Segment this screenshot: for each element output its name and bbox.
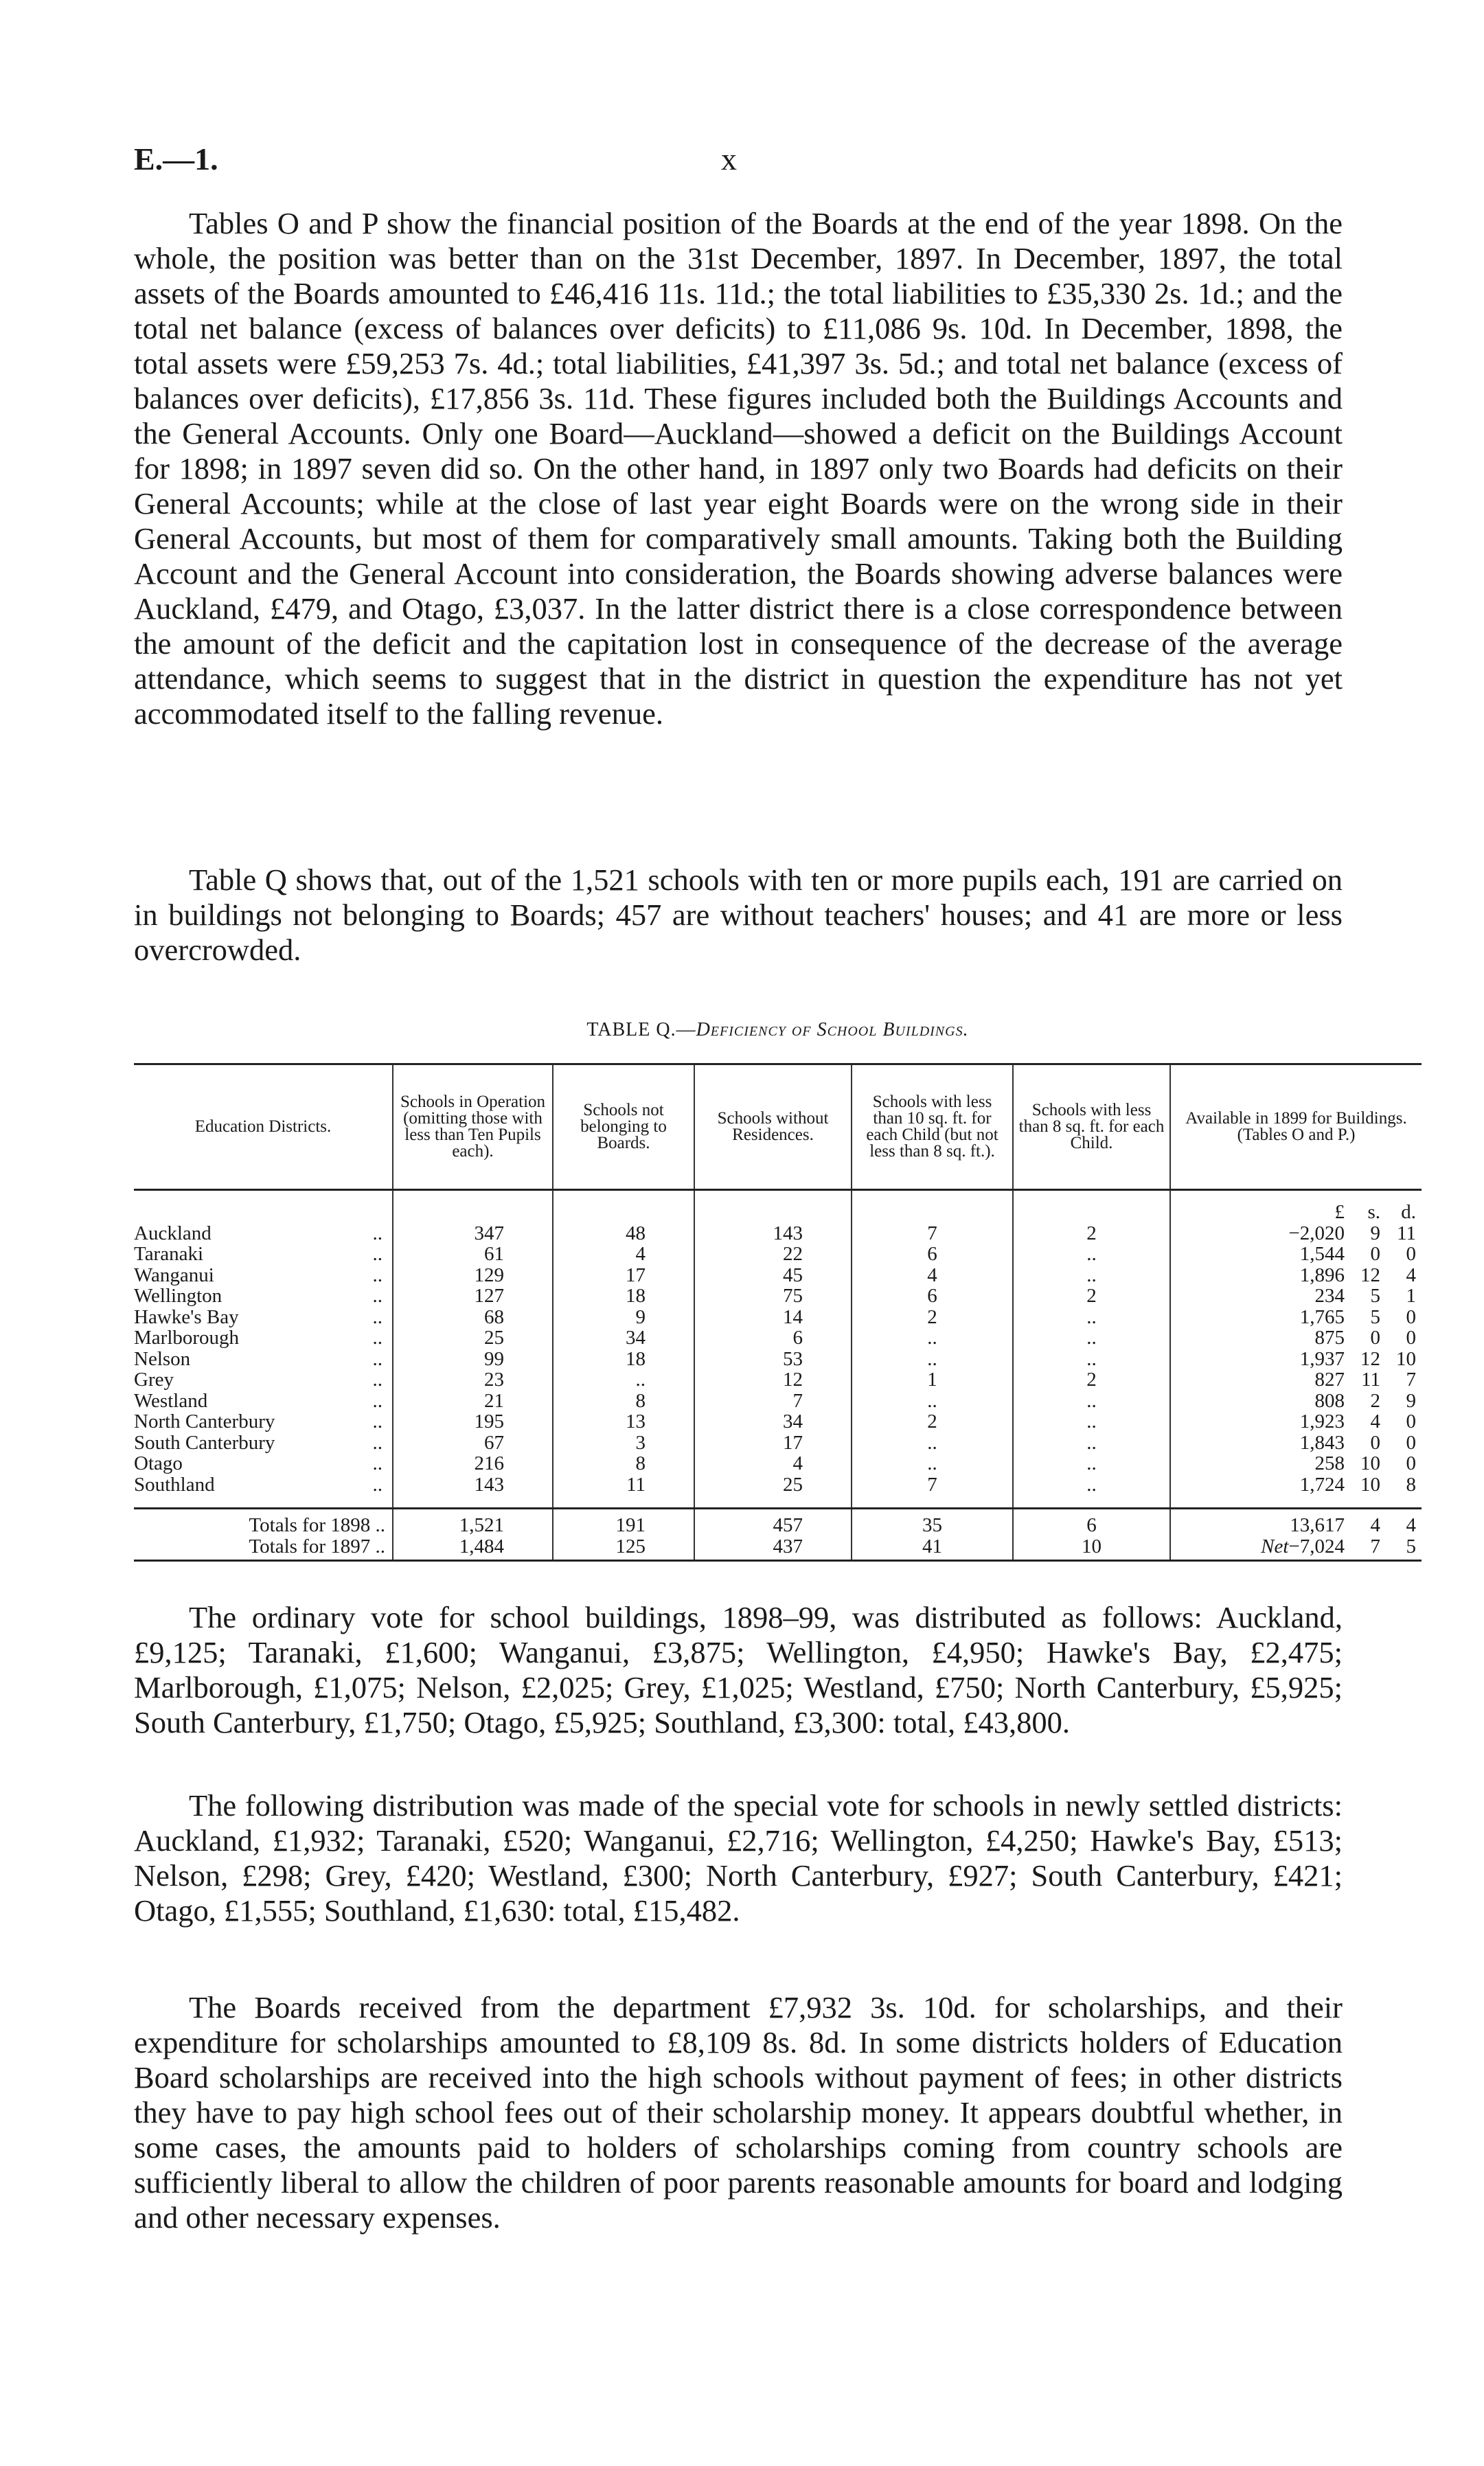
- paragraph-special-vote: The following distribution was made of the special vote for schools in newly settled districts: Auckland, £1,932; Taranaki, £520; Wanganui, £2,716; Wellington, £4,250; Hawke's Bay, £513; Nelson, £298; Grey, £420; Westland, £300; North Canterbury, £927; South Canterbury, £421; Otago, £1,555; Southland, £1,630: total, £15,482.: [134, 1788, 1343, 1928]
- district-label: Wellington: [134, 1285, 222, 1307]
- table-title-prefix: TABLE Q.—: [586, 1019, 696, 1040]
- empty-cell: [393, 1190, 553, 1223]
- district-name: [134, 1327, 393, 1349]
- district-label: Marlborough: [134, 1327, 240, 1349]
- schools-less-8sqft: ..: [1013, 1327, 1170, 1349]
- available-amount: [1170, 1286, 1422, 1307]
- empty-cell: [553, 1190, 694, 1223]
- available-amount: [1170, 1265, 1422, 1286]
- document-reference: E.—1.: [134, 141, 218, 176]
- table-row: [134, 1391, 1422, 1412]
- amount-pence: 5: [1406, 1535, 1416, 1557]
- leader-dots: ..: [372, 1264, 383, 1286]
- schools-not-belonging: 191: [553, 1509, 694, 1536]
- district-label: Nelson: [134, 1347, 191, 1370]
- amount-shillings: 11: [1361, 1369, 1380, 1391]
- schools-less-10sqft: 6: [852, 1286, 1013, 1307]
- unit-shillings: s.: [1367, 1201, 1380, 1223]
- schools-less-10sqft: ..: [852, 1453, 1013, 1474]
- amount-pence: 0: [1406, 1431, 1416, 1454]
- schools-in-operation: 127: [393, 1286, 553, 1307]
- table-row: [134, 1244, 1422, 1265]
- unit-pounds: £: [1334, 1201, 1345, 1223]
- schools-not-belonging: 125: [553, 1536, 694, 1561]
- schools-in-operation: 347: [393, 1223, 553, 1244]
- schools-in-operation: 68: [393, 1307, 553, 1328]
- district-label: Hawke's Bay: [134, 1305, 239, 1328]
- table-row: [134, 1411, 1422, 1432]
- schools-without-residences: 53: [694, 1349, 852, 1370]
- schools-without-residences: 457: [694, 1509, 852, 1536]
- leader-dots: ..: [372, 1452, 383, 1474]
- table-row: [134, 1432, 1422, 1454]
- schools-less-10sqft: ..: [852, 1327, 1013, 1349]
- leader-dots: ..: [372, 1431, 383, 1454]
- schools-less-10sqft: ..: [852, 1391, 1013, 1412]
- amount-pounds: −2,020: [1288, 1222, 1345, 1244]
- paragraph-financial-position: Tables O and P show the financial position of the Boards at the end of the year 1898. On the whole, the position was better than on the 31st December, 1897. In December, 1897, the total assets of the Boards amounted to £46,416 11s. 11d.; the total liabilities to £35,330 2s. 1d.; and the total net balance (excess of balances over deficits) to £11,086 9s. 10d. In December, 1898, the total assets were £59,253 7s. 4d.; total liabilities, £41,397 3s. 5d.; and total net balance (excess of balances over deficits), £17,856 3s. 11d. These figures included both the Buildings Accounts and the General Accounts. Only one Board—Auckland—showed a deficit on the Buildings Account for 1898; in 1897 seven did so. On the other hand, in 1897 only two Boards had deficits on their General Accounts; while at the close of last year eight Boards were on the wrong side in their General Accounts, but most of them for comparatively small amounts. Taking both the Building Account and the General Account into consideration, the Boards showing adverse balances were Auckland, £479, and Otago, £3,037. In the latter district there is a close correspondence between the amount of the deficit and the capitation lost in consequence of the decrease of the average attendance, which seems to suggest that in the district in question the expenditure has not yet accommodated itself to the falling revenue.: [134, 206, 1343, 731]
- amount-pence: 1: [1406, 1285, 1416, 1307]
- district-name: [134, 1474, 393, 1509]
- page-number: x: [721, 141, 737, 176]
- schools-in-operation: 99: [393, 1349, 553, 1370]
- district-name: [134, 1244, 393, 1265]
- schools-less-8sqft: ..: [1013, 1391, 1170, 1412]
- amount-pence: 4: [1406, 1264, 1416, 1286]
- available-amount: [1170, 1474, 1422, 1509]
- col-header-less-8sqft: Schools with less than 8 sq. ft. for each Child.: [1013, 1064, 1170, 1190]
- schools-in-operation: 23: [393, 1369, 553, 1391]
- schools-not-belonging: 17: [553, 1265, 694, 1286]
- schools-without-residences: 17: [694, 1432, 852, 1454]
- amount-pence: 0: [1406, 1243, 1416, 1265]
- schools-not-belonging: 34: [553, 1327, 694, 1349]
- leader-dots: ..: [372, 1327, 383, 1349]
- schools-without-residences: 34: [694, 1411, 852, 1432]
- table-row: [134, 1286, 1422, 1307]
- amount-pounds: 808: [1314, 1389, 1345, 1412]
- amount-pounds: 258: [1314, 1452, 1345, 1474]
- schools-less-8sqft: ..: [1013, 1474, 1170, 1509]
- amount-pounds: 827: [1314, 1369, 1345, 1391]
- table-row: [134, 1265, 1422, 1286]
- totals-row: [134, 1509, 1422, 1536]
- amount-pence: 0: [1406, 1411, 1416, 1432]
- amount-shillings: 0: [1370, 1243, 1380, 1265]
- empty-cell: [1013, 1190, 1170, 1223]
- col-header-district: Education Districts.: [134, 1064, 393, 1190]
- schools-less-8sqft: ..: [1013, 1307, 1170, 1328]
- schools-not-belonging: 13: [553, 1411, 694, 1432]
- amount-pounds: 1,544: [1299, 1243, 1345, 1265]
- schools-without-residences: 4: [694, 1453, 852, 1474]
- leader-dots: ..: [372, 1411, 383, 1432]
- schools-in-operation: 195: [393, 1411, 553, 1432]
- district-name: Totals for 1897 ..: [134, 1536, 393, 1561]
- totals-row: [134, 1536, 1422, 1561]
- schools-in-operation: 143: [393, 1474, 553, 1509]
- amount-pounds: 1,765: [1299, 1305, 1345, 1328]
- amount-pence: 9: [1406, 1389, 1416, 1412]
- amount-pence: 7: [1406, 1369, 1416, 1391]
- schools-less-10sqft: 4: [852, 1265, 1013, 1286]
- schools-not-belonging: 4: [553, 1244, 694, 1265]
- schools-less-8sqft: 2: [1013, 1223, 1170, 1244]
- col-header-available-1899: Available in 1899 for Buildings. (Tables O and P.): [1170, 1064, 1422, 1190]
- schools-not-belonging: 3: [553, 1432, 694, 1454]
- available-amount: [1170, 1369, 1422, 1391]
- schools-in-operation: 61: [393, 1244, 553, 1265]
- available-amount: [1170, 1327, 1422, 1349]
- amount-shillings: 10: [1360, 1473, 1380, 1496]
- available-amount: [1170, 1536, 1422, 1561]
- schools-less-10sqft: ..: [852, 1349, 1013, 1370]
- amount-pence: 4: [1406, 1514, 1416, 1536]
- amount-pence: 0: [1406, 1305, 1416, 1328]
- schools-without-residences: 6: [694, 1327, 852, 1349]
- amount-shillings: 4: [1370, 1514, 1380, 1536]
- leader-dots: ..: [372, 1285, 383, 1307]
- schools-not-belonging: 18: [553, 1349, 694, 1370]
- empty-cell: [694, 1190, 852, 1223]
- amount-pence: 0: [1406, 1327, 1416, 1349]
- unit-pence: d.: [1401, 1201, 1416, 1223]
- amount-pence: 8: [1406, 1473, 1416, 1496]
- schools-less-10sqft: 35: [852, 1509, 1013, 1536]
- district-label: North Canterbury: [134, 1411, 275, 1432]
- schools-without-residences: 25: [694, 1474, 852, 1509]
- table-title-text: Deficiency of School Buildings.: [696, 1019, 969, 1040]
- schools-in-operation: 1,484: [393, 1536, 553, 1561]
- district-name: [134, 1349, 393, 1370]
- amount-pounds: 1,896: [1299, 1264, 1345, 1286]
- leader-dots: ..: [372, 1473, 383, 1496]
- schools-less-8sqft: ..: [1013, 1244, 1170, 1265]
- table-title: [134, 1019, 1422, 1041]
- amount-shillings: 4: [1370, 1411, 1380, 1432]
- schools-less-8sqft: ..: [1013, 1411, 1170, 1432]
- amount-shillings: 10: [1360, 1452, 1380, 1474]
- schools-less-8sqft: ..: [1013, 1265, 1170, 1286]
- empty-cell: [134, 1190, 393, 1223]
- schools-in-operation: 216: [393, 1453, 553, 1474]
- district-label: Grey: [134, 1369, 174, 1391]
- schools-less-10sqft: 2: [852, 1307, 1013, 1328]
- available-amount: [1170, 1432, 1422, 1454]
- district-name: [134, 1307, 393, 1328]
- net-label: Net: [1261, 1535, 1289, 1557]
- empty-cell: [852, 1190, 1013, 1223]
- schools-without-residences: 22: [694, 1244, 852, 1265]
- district-label: Auckland: [134, 1222, 212, 1244]
- district-name: [134, 1265, 393, 1286]
- available-amount: [1170, 1223, 1422, 1244]
- district-label: Westland: [134, 1389, 208, 1412]
- schools-without-residences: 7: [694, 1391, 852, 1412]
- available-amount: [1170, 1391, 1422, 1412]
- schools-less-8sqft: 6: [1013, 1509, 1170, 1536]
- schools-without-residences: 143: [694, 1223, 852, 1244]
- amount-pounds: 1,923: [1299, 1411, 1345, 1432]
- schools-less-10sqft: 41: [852, 1536, 1013, 1561]
- available-amount: [1170, 1307, 1422, 1328]
- schools-not-belonging: 8: [553, 1453, 694, 1474]
- paragraph-scholarships: The Boards received from the department £7,932 3s. 10d. for scholarships, and their expenditure for scholarships amounted to £8,109 8s. 8d. In some districts holders of Education Board scholarships are received into the high schools without payment of fees; in other districts they have to pay high school fees out of their scholarship money. It appears doubtful whether, in some cases, the amounts paid to holders of scholarships coming from country schools are sufficiently liberal to allow the children of poor parents reasonable amounts for board and lodging and other necessary expenses.: [134, 1990, 1343, 2235]
- paragraph-ordinary-vote: The ordinary vote for school buildings, 1898–99, was distributed as follows: Auckland, £9,125; Taranaki, £1,600; Wanganui, £3,875; Wellington, £4,950; Hawke's Bay, £2,475; Marlborough, £1,075; Nelson, £2,025; Grey, £1,025; Westland, £750; North Canterbury, £5,925; South Canterbury, £1,750; Otago, £5,925; Southland, £3,300: total, £43,800.: [134, 1600, 1343, 1739]
- table-row: [134, 1307, 1422, 1328]
- district-label: Wanganui: [134, 1264, 214, 1286]
- amount-pence: 0: [1406, 1452, 1416, 1474]
- amount-pounds: −7,024: [1288, 1535, 1345, 1557]
- table-row: [134, 1223, 1422, 1244]
- available-amount: [1170, 1509, 1422, 1536]
- schools-without-residences: 14: [694, 1307, 852, 1328]
- table-row: [134, 1474, 1422, 1509]
- table-row: [134, 1327, 1422, 1349]
- col-header-not-belonging: Schools not belonging to Boards.: [553, 1064, 694, 1190]
- schools-less-8sqft: ..: [1013, 1453, 1170, 1474]
- amount-shillings: 12: [1360, 1347, 1380, 1370]
- schools-less-10sqft: 6: [852, 1244, 1013, 1265]
- schools-in-operation: 67: [393, 1432, 553, 1454]
- district-name: [134, 1432, 393, 1454]
- district-label: Southland: [134, 1473, 215, 1496]
- amount-shillings: 5: [1370, 1305, 1380, 1328]
- available-amount: [1170, 1453, 1422, 1474]
- schools-not-belonging: ..: [553, 1369, 694, 1391]
- units-row: [134, 1190, 1422, 1223]
- available-amount: [1170, 1244, 1422, 1265]
- district-name: [134, 1286, 393, 1307]
- schools-in-operation: 1,521: [393, 1509, 553, 1536]
- schools-less-8sqft: 2: [1013, 1369, 1170, 1391]
- available-amount: [1170, 1411, 1422, 1432]
- amount-pounds: 1,724: [1299, 1473, 1345, 1496]
- table-header-row: [134, 1064, 1422, 1190]
- schools-less-8sqft: 2: [1013, 1286, 1170, 1307]
- leader-dots: ..: [372, 1389, 383, 1412]
- schools-not-belonging: 9: [553, 1307, 694, 1328]
- table-row: [134, 1369, 1422, 1391]
- schools-less-8sqft: ..: [1013, 1432, 1170, 1454]
- district-name: [134, 1391, 393, 1412]
- schools-less-8sqft: 10: [1013, 1536, 1170, 1561]
- leader-dots: ..: [372, 1222, 383, 1244]
- district-name: [134, 1369, 393, 1391]
- district-label: Otago: [134, 1452, 183, 1474]
- units-cell: [1170, 1190, 1422, 1223]
- amount-pounds: 1,937: [1299, 1347, 1345, 1370]
- col-header-less-10sqft: Schools with less than 10 sq. ft. for each Child (but not less than 8 sq. ft.).: [852, 1064, 1013, 1190]
- schools-not-belonging: 8: [553, 1391, 694, 1412]
- schools-less-10sqft: 1: [852, 1369, 1013, 1391]
- leader-dots: ..: [372, 1305, 383, 1328]
- district-name: Totals for 1898 ..: [134, 1509, 393, 1536]
- schools-less-10sqft: 2: [852, 1411, 1013, 1432]
- table-row: [134, 1349, 1422, 1370]
- schools-not-belonging: 18: [553, 1286, 694, 1307]
- schools-less-10sqft: ..: [852, 1432, 1013, 1454]
- schools-not-belonging: 11: [553, 1474, 694, 1509]
- schools-less-10sqft: 7: [852, 1223, 1013, 1244]
- schools-in-operation: 21: [393, 1391, 553, 1412]
- schools-without-residences: 75: [694, 1286, 852, 1307]
- amount-shillings: 12: [1360, 1264, 1380, 1286]
- col-header-without-residences: Schools without Residences.: [694, 1064, 852, 1190]
- amount-shillings: 5: [1370, 1285, 1380, 1307]
- leader-dots: ..: [372, 1369, 383, 1391]
- district-label: South Canterbury: [134, 1431, 275, 1454]
- amount-shillings: 7: [1370, 1535, 1380, 1557]
- schools-less-8sqft: ..: [1013, 1349, 1170, 1370]
- leader-dots: ..: [372, 1347, 383, 1370]
- amount-pounds: 1,843: [1299, 1431, 1345, 1454]
- amount-pence: 10: [1396, 1347, 1416, 1370]
- schools-in-operation: 25: [393, 1327, 553, 1349]
- table-row: [134, 1453, 1422, 1474]
- amount-pounds: 234: [1314, 1285, 1345, 1307]
- amount-pounds: 875: [1314, 1327, 1345, 1349]
- schools-less-10sqft: 7: [852, 1474, 1013, 1509]
- amount-shillings: 0: [1370, 1431, 1380, 1454]
- schools-without-residences: 12: [694, 1369, 852, 1391]
- leader-dots: ..: [372, 1243, 383, 1265]
- amount-shillings: 2: [1370, 1389, 1380, 1412]
- district-label: Taranaki: [134, 1243, 204, 1265]
- amount-shillings: 9: [1370, 1222, 1380, 1244]
- district-name: [134, 1411, 393, 1432]
- district-name: [134, 1223, 393, 1244]
- amount-shillings: 0: [1370, 1327, 1380, 1349]
- amount-pounds: 13,617: [1290, 1514, 1345, 1536]
- district-name: [134, 1453, 393, 1474]
- schools-without-residences: 45: [694, 1265, 852, 1286]
- schools-not-belonging: 48: [553, 1223, 694, 1244]
- schools-in-operation: 129: [393, 1265, 553, 1286]
- col-header-in-operation: Schools in Operation (omitting those with less than Ten Pupils each).: [393, 1064, 553, 1190]
- deficiency-table: [134, 1063, 1422, 1562]
- schools-without-residences: 437: [694, 1536, 852, 1561]
- available-amount: [1170, 1349, 1422, 1370]
- paragraph-table-q-summary: Table Q shows that, out of the 1,521 schools with ten or more pupils each, 191 are carried on in buildings not belonging to Boards; 457 are without teachers' houses; and 41 are more or less overcrowded.: [134, 863, 1343, 967]
- amount-pence: 11: [1397, 1222, 1416, 1244]
